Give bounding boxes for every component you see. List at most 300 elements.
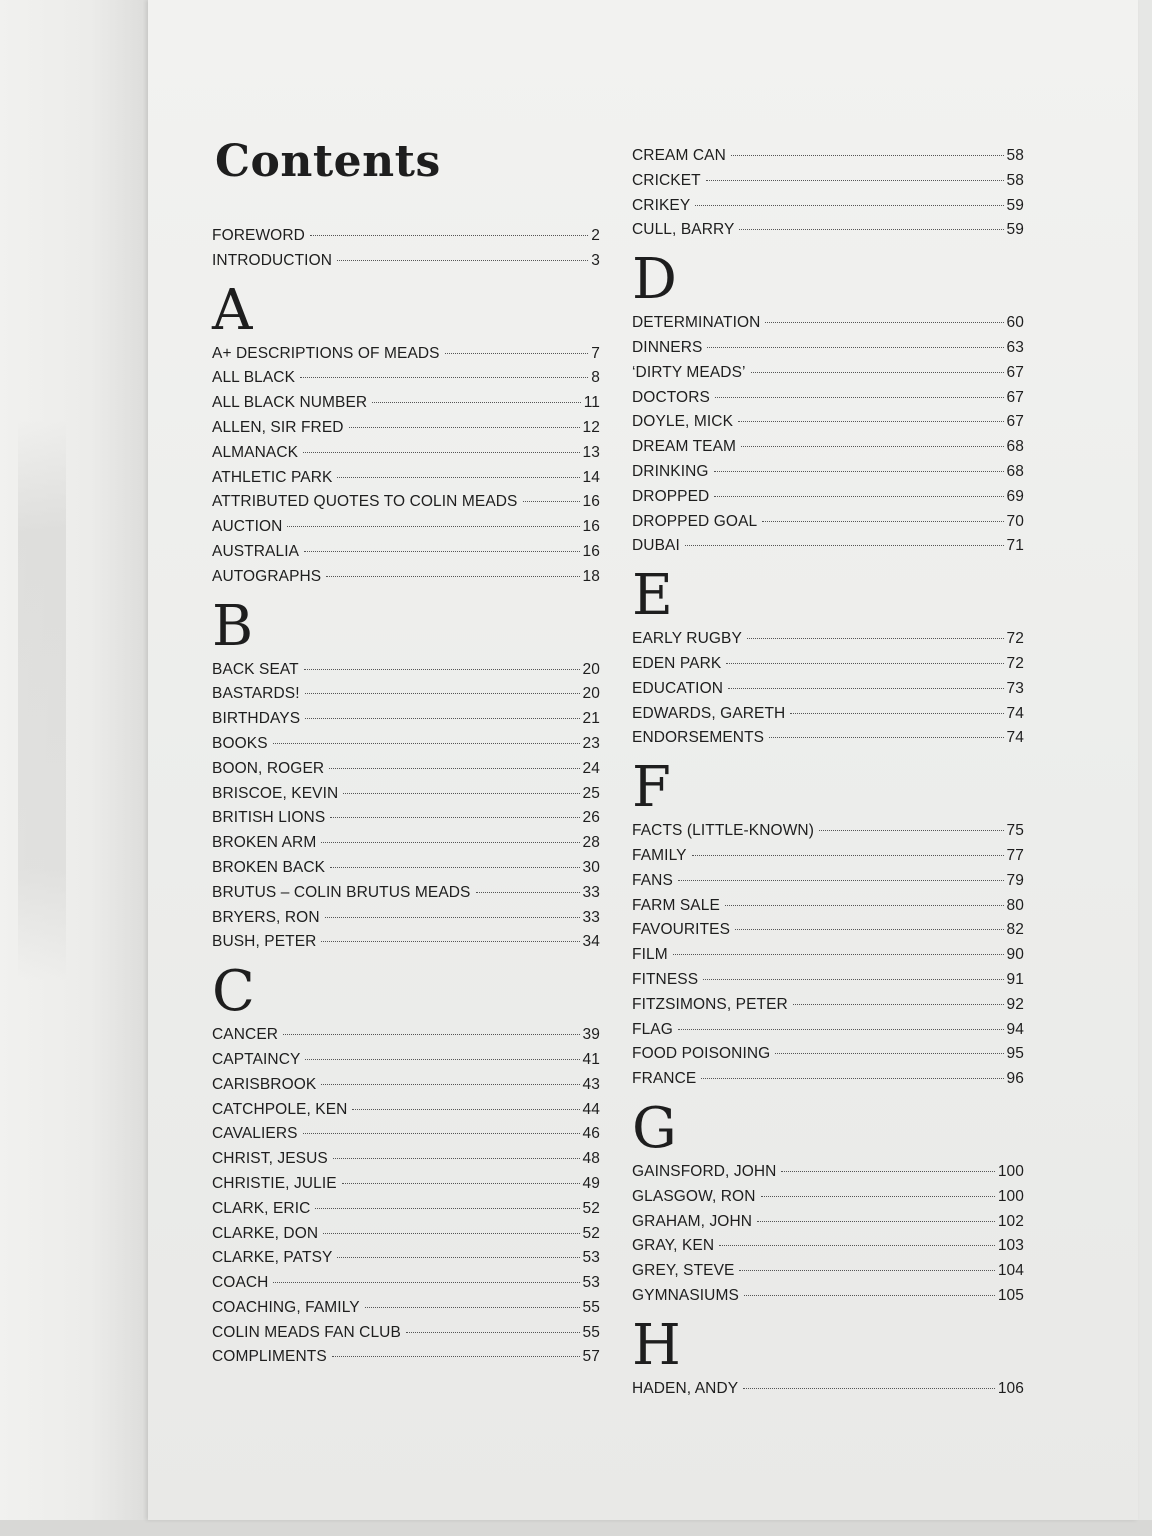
dot-leader <box>781 1171 994 1172</box>
section-letter-c: C <box>212 959 255 1025</box>
toc-entry-page-number: 106 <box>997 1379 1024 1397</box>
section-letter-f: F <box>632 755 671 821</box>
dot-leader <box>715 397 1004 398</box>
toc-entry-label: FAVOURITES <box>632 921 731 939</box>
dot-leader <box>342 1183 580 1184</box>
contents-column-left <box>212 227 600 1373</box>
toc-entry <box>632 1163 1024 1188</box>
dot-leader <box>349 427 580 428</box>
toc-entry-page-number: 52 <box>582 1199 600 1217</box>
toc-entry-page-number: 73 <box>1006 679 1024 697</box>
toc-entry-label: FLAG <box>632 1020 673 1038</box>
toc-entry <box>632 1380 1024 1405</box>
toc-entry <box>212 419 600 444</box>
section-letter-a: A <box>212 277 253 343</box>
toc-entry-page-number: 72 <box>1006 654 1024 672</box>
toc-entry <box>212 1299 600 1324</box>
toc-entry <box>632 1287 1024 1312</box>
toc-entry <box>212 884 600 909</box>
toc-entry-label: COACH <box>212 1274 269 1292</box>
toc-entry-page-number: 16 <box>582 518 600 536</box>
dot-leader <box>343 793 579 794</box>
dot-leader <box>326 576 579 577</box>
toc-entry <box>212 1175 600 1200</box>
toc-entry-page-number: 92 <box>1006 995 1024 1013</box>
toc-entry <box>632 897 1024 922</box>
toc-entry-page-number: 80 <box>1006 896 1024 914</box>
section-letter-d: D <box>632 247 677 313</box>
dot-leader <box>304 551 580 552</box>
toc-entry <box>632 1021 1024 1046</box>
toc-entry-page-number: 103 <box>997 1237 1024 1255</box>
toc-entry-label: ALMANACK <box>212 443 299 461</box>
toc-entry-page-number: 49 <box>582 1174 600 1192</box>
toc-entry <box>632 1045 1024 1070</box>
toc-entry-label: CAVALIERS <box>212 1125 298 1143</box>
toc-entry-label: ATTRIBUTED QUOTES TO COLIN MEADS <box>212 493 518 511</box>
toc-entry-label: DROPPED GOAL <box>632 512 758 530</box>
toc-entry <box>212 909 600 934</box>
toc-entry <box>632 364 1024 389</box>
toc-entry-label: CLARK, ERIC <box>212 1199 311 1217</box>
dot-leader <box>337 477 579 478</box>
toc-entry-page-number: 53 <box>582 1249 600 1267</box>
toc-entry <box>632 488 1024 513</box>
toc-entry <box>632 1188 1024 1213</box>
toc-entry-label: DREAM TEAM <box>632 438 737 456</box>
toc-entry <box>212 493 600 518</box>
toc-entry <box>632 921 1024 946</box>
toc-entry <box>212 568 600 593</box>
toc-entry <box>212 933 600 958</box>
dot-leader <box>330 817 579 818</box>
dot-leader <box>273 1282 579 1283</box>
toc-entry-label: FACTS (LITTLE-KNOWN) <box>632 822 814 840</box>
toc-entry-page-number: 34 <box>582 933 600 951</box>
dot-leader <box>739 1270 994 1271</box>
toc-entry <box>212 1076 600 1101</box>
toc-entry <box>212 1348 600 1373</box>
toc-entry <box>632 729 1024 754</box>
toc-entry-label: BOON, ROGER <box>212 759 325 777</box>
toc-entry-page-number: 77 <box>1006 846 1024 864</box>
toc-entry <box>632 537 1024 562</box>
toc-entry-label: EDUCATION <box>632 679 724 697</box>
dot-leader <box>406 1332 580 1333</box>
toc-entry-label: AUCTION <box>212 518 283 536</box>
toc-entry <box>212 661 600 686</box>
dot-leader <box>523 501 580 502</box>
toc-entry <box>212 1200 600 1225</box>
toc-entry-label: GLASGOW, RON <box>632 1187 756 1205</box>
toc-entry-page-number: 67 <box>1006 388 1024 406</box>
dot-leader <box>719 1245 995 1246</box>
toc-entry-page-number: 74 <box>1006 704 1024 722</box>
toc-entry-page-number: 67 <box>1006 413 1024 431</box>
toc-entry-page-number: 102 <box>997 1212 1024 1230</box>
toc-entry <box>212 1125 600 1150</box>
toc-entry-label: GYMNASIUMS <box>632 1286 739 1304</box>
toc-entry <box>212 735 600 760</box>
toc-entry <box>212 785 600 810</box>
dot-leader <box>333 1158 580 1159</box>
dot-leader <box>678 880 1004 881</box>
toc-entry <box>212 252 600 277</box>
toc-entry-label: BRUTUS – COLIN BRUTUS MEADS <box>212 883 471 901</box>
toc-entry <box>632 463 1024 488</box>
toc-entry-label: AUSTRALIA <box>212 542 300 560</box>
dot-leader <box>728 688 1004 689</box>
dot-leader <box>352 1109 579 1110</box>
dot-leader <box>283 1034 579 1035</box>
dot-leader <box>743 1388 995 1389</box>
toc-entry-page-number: 16 <box>582 542 600 560</box>
toc-entry-label: HADEN, ANDY <box>632 1379 739 1397</box>
dot-leader <box>332 1356 580 1357</box>
dot-leader <box>769 737 1003 738</box>
toc-entry <box>632 630 1024 655</box>
toc-entry <box>212 394 600 419</box>
dot-leader <box>305 1059 579 1060</box>
toc-entry-label: DRINKING <box>632 462 709 480</box>
dot-leader <box>741 446 1003 447</box>
toc-entry-page-number: 67 <box>1006 363 1024 381</box>
toc-entry-label: A+ DESCRIPTIONS OF MEADS <box>212 344 440 362</box>
dot-leader <box>726 663 1003 664</box>
toc-entry-label: FILM <box>632 946 668 964</box>
dot-leader <box>678 1029 1004 1030</box>
dot-leader <box>303 452 579 453</box>
toc-entry <box>212 1274 600 1299</box>
toc-entry <box>632 221 1024 246</box>
toc-entry <box>632 946 1024 971</box>
dot-leader <box>323 1233 579 1234</box>
toc-entry-page-number: 105 <box>997 1286 1024 1304</box>
dot-leader <box>337 1257 579 1258</box>
toc-entry <box>632 197 1024 222</box>
toc-entry-page-number: 33 <box>582 883 600 901</box>
dot-leader <box>300 377 588 378</box>
toc-entry-label: FITZSIMONS, PETER <box>632 995 788 1013</box>
toc-entry-label: BROKEN BACK <box>212 858 326 876</box>
toc-entry-label: CARISBROOK <box>212 1075 317 1093</box>
toc-entry-label: CATCHPOLE, KEN <box>212 1100 348 1118</box>
toc-entry-page-number: 69 <box>1006 487 1024 505</box>
toc-entry-page-number: 21 <box>582 710 600 728</box>
toc-entry-page-number: 60 <box>1006 314 1024 332</box>
toc-entry-label: DUBAI <box>632 537 680 555</box>
section-letter-b: B <box>212 593 254 659</box>
dot-leader <box>305 718 579 719</box>
toc-entry-label: CRIKEY <box>632 196 691 214</box>
dot-leader <box>685 545 1004 546</box>
toc-entry-label: FARM SALE <box>632 896 720 914</box>
toc-entry <box>632 513 1024 538</box>
toc-entry-page-number: 52 <box>582 1224 600 1242</box>
toc-entry <box>212 809 600 834</box>
dot-leader <box>673 954 1004 955</box>
toc-entry <box>632 438 1024 463</box>
toc-entry <box>212 1324 600 1349</box>
toc-entry-label: ALL BLACK NUMBER <box>212 394 368 412</box>
toc-entry-page-number: 58 <box>1006 171 1024 189</box>
toc-entry-page-number: 20 <box>582 685 600 703</box>
toc-entry-page-number: 100 <box>997 1162 1024 1180</box>
toc-entry-page-number: 39 <box>582 1026 600 1044</box>
dot-leader <box>707 347 1003 348</box>
toc-entry-page-number: 55 <box>582 1298 600 1316</box>
toc-entry-page-number: 33 <box>582 908 600 926</box>
toc-entry-label: GAINSFORD, JOHN <box>632 1162 777 1180</box>
toc-entry-page-number: 13 <box>582 443 600 461</box>
toc-entry-page-number: 2 <box>591 227 600 244</box>
dot-leader <box>739 229 1003 230</box>
toc-entry-page-number: 68 <box>1006 462 1024 480</box>
toc-entry-page-number: 12 <box>582 418 600 436</box>
toc-entry <box>632 822 1024 847</box>
toc-entry-page-number: 74 <box>1006 729 1024 747</box>
toc-entry-label: GRAHAM, JOHN <box>632 1212 753 1230</box>
toc-entry-page-number: 25 <box>582 784 600 802</box>
toc-entry-label: FANS <box>632 871 673 889</box>
toc-entry <box>212 710 600 735</box>
toc-entry <box>212 345 600 370</box>
toc-entry-label: CAPTAINCY <box>212 1050 301 1068</box>
toc-entry-label: COACHING, FAMILY <box>212 1298 360 1316</box>
toc-entry-page-number: 72 <box>1006 630 1024 648</box>
toc-entry-page-number: 79 <box>1006 871 1024 889</box>
toc-entry <box>212 1051 600 1076</box>
dot-leader <box>757 1221 995 1222</box>
page-title: Contents <box>215 136 441 187</box>
section-letter-g: G <box>632 1095 677 1161</box>
toc-entry-label: AUTOGRAPHS <box>212 567 322 585</box>
toc-entry-label: BASTARDS! <box>212 685 300 703</box>
contents-column-right <box>632 147 1024 1404</box>
toc-entry <box>212 469 600 494</box>
dot-leader <box>337 260 588 261</box>
dot-leader <box>761 1196 995 1197</box>
toc-entry <box>632 705 1024 730</box>
dot-leader <box>706 180 1004 181</box>
toc-entry-label: EARLY RUGBY <box>632 630 742 648</box>
toc-entry-page-number: 59 <box>1006 221 1024 239</box>
toc-entry-label: GRAY, KEN <box>632 1237 715 1255</box>
dot-leader <box>765 322 1003 323</box>
toc-entry-page-number: 100 <box>997 1187 1024 1205</box>
dot-leader <box>287 526 579 527</box>
toc-entry-page-number: 57 <box>582 1348 600 1366</box>
toc-entry-label: CHRISTIE, JULIE <box>212 1174 337 1192</box>
toc-entry-page-number: 26 <box>582 809 600 827</box>
toc-entry <box>212 1101 600 1126</box>
toc-entry <box>632 172 1024 197</box>
dot-leader <box>321 1084 579 1085</box>
toc-entry-page-number: 82 <box>1006 921 1024 939</box>
toc-entry-label: DOCTORS <box>632 388 710 406</box>
toc-entry-label: DROPPED <box>632 487 710 505</box>
toc-entry-label: FITNESS <box>632 970 699 988</box>
toc-entry <box>212 1249 600 1274</box>
dot-leader <box>273 743 580 744</box>
toc-entry-page-number: 20 <box>582 660 600 678</box>
toc-entry-label: BUSH, PETER <box>212 933 317 951</box>
toc-entry <box>212 760 600 785</box>
toc-entry-label: BRITISH LIONS <box>212 809 326 827</box>
toc-entry-page-number: 43 <box>582 1075 600 1093</box>
toc-entry <box>632 413 1024 438</box>
toc-entry-label: FOREWORD <box>212 227 305 244</box>
toc-entry <box>632 1237 1024 1262</box>
toc-entry <box>212 227 600 252</box>
toc-entry <box>212 518 600 543</box>
dot-leader <box>747 638 1004 639</box>
dot-leader <box>762 521 1003 522</box>
section-letter-h: H <box>632 1312 681 1378</box>
toc-entry-page-number: 23 <box>582 734 600 752</box>
dot-leader <box>819 830 1004 831</box>
dot-leader <box>714 496 1003 497</box>
toc-entry <box>632 1070 1024 1095</box>
toc-entry-label: CLARKE, DON <box>212 1224 319 1242</box>
toc-entry <box>212 859 600 884</box>
toc-entry <box>632 655 1024 680</box>
dot-leader <box>315 1208 579 1209</box>
toc-entry-page-number: 14 <box>582 468 600 486</box>
toc-entry-label: CREAM CAN <box>632 147 726 164</box>
dot-leader <box>775 1053 1003 1054</box>
toc-entry <box>632 872 1024 897</box>
toc-entry-label: BROKEN ARM <box>212 834 317 852</box>
toc-entry <box>632 971 1024 996</box>
table-surface <box>0 1520 1152 1536</box>
toc-entry-page-number: 55 <box>582 1323 600 1341</box>
toc-entry-page-number: 96 <box>1006 1070 1024 1088</box>
toc-entry-label: GREY, STEVE <box>632 1262 735 1280</box>
toc-entry-page-number: 7 <box>591 344 600 362</box>
toc-entry-label: ATHLETIC PARK <box>212 468 333 486</box>
dot-leader <box>476 892 580 893</box>
toc-entry-page-number: 68 <box>1006 438 1024 456</box>
dot-leader <box>305 693 580 694</box>
toc-entry <box>212 834 600 859</box>
toc-entry-label: BOOKS <box>212 734 268 752</box>
toc-entry-page-number: 41 <box>582 1050 600 1068</box>
toc-entry-page-number: 95 <box>1006 1045 1024 1063</box>
toc-entry-page-number: 91 <box>1006 970 1024 988</box>
toc-entry-page-number: 16 <box>582 493 600 511</box>
section-letter-e: E <box>632 563 673 629</box>
toc-entry-page-number: 18 <box>582 567 600 585</box>
toc-entry-label: ENDORSEMENTS <box>632 729 765 747</box>
toc-entry <box>212 685 600 710</box>
toc-entry-label: BRYERS, RON <box>212 908 320 926</box>
toc-entry <box>632 847 1024 872</box>
toc-entry-page-number: 28 <box>582 834 600 852</box>
toc-entry <box>632 1262 1024 1287</box>
toc-entry <box>632 339 1024 364</box>
toc-entry-page-number: 24 <box>582 759 600 777</box>
toc-entry-label: COMPLIMENTS <box>212 1348 327 1366</box>
dot-leader <box>325 917 580 918</box>
toc-entry-label: FRANCE <box>632 1070 697 1088</box>
toc-entry-page-number: 3 <box>591 251 600 269</box>
dot-leader <box>701 1078 1003 1079</box>
dot-leader <box>692 855 1004 856</box>
toc-entry-page-number: 75 <box>1006 822 1024 840</box>
toc-entry-label: CANCER <box>212 1026 279 1044</box>
toc-entry-label: CLARKE, PATSY <box>212 1249 333 1267</box>
toc-entry <box>632 389 1024 414</box>
dot-leader <box>445 353 589 354</box>
toc-entry <box>212 1150 600 1175</box>
toc-entry-page-number: 8 <box>591 369 600 387</box>
toc-entry-label: EDWARDS, GARETH <box>632 704 786 722</box>
toc-entry-page-number: 48 <box>582 1150 600 1168</box>
toc-entry-page-number: 70 <box>1006 512 1024 530</box>
dot-leader <box>321 941 579 942</box>
dot-leader <box>790 713 1003 714</box>
toc-entry <box>212 543 600 568</box>
dot-leader <box>751 372 1004 373</box>
toc-entry-page-number: 11 <box>583 394 600 412</box>
toc-entry <box>632 996 1024 1021</box>
toc-entry-label: DINNERS <box>632 338 703 356</box>
dot-leader <box>731 155 1004 156</box>
dot-leader <box>703 979 1003 980</box>
dot-leader <box>304 669 580 670</box>
toc-entry <box>632 1213 1024 1238</box>
toc-entry <box>632 147 1024 172</box>
toc-entry <box>212 444 600 469</box>
dot-leader <box>744 1295 995 1296</box>
adjacent-page-bleed <box>18 420 66 980</box>
toc-entry-label: CRICKET <box>632 171 701 189</box>
dot-leader <box>321 842 579 843</box>
toc-entry-label: CHRIST, JESUS <box>212 1150 328 1168</box>
toc-entry-page-number: 104 <box>997 1262 1024 1280</box>
toc-entry-label: INTRODUCTION <box>212 251 333 269</box>
dot-leader <box>738 421 1004 422</box>
dot-leader <box>725 905 1004 906</box>
dot-leader <box>735 929 1004 930</box>
dot-leader <box>330 867 579 868</box>
toc-entry-label: CULL, BARRY <box>632 221 735 239</box>
toc-entry-label: ‘DIRTY MEADS’ <box>632 363 746 381</box>
toc-entry-page-number: 90 <box>1006 946 1024 964</box>
toc-entry <box>632 314 1024 339</box>
toc-entry-label: EDEN PARK <box>632 654 722 672</box>
dot-leader <box>695 205 1003 206</box>
toc-entry <box>212 1026 600 1051</box>
toc-entry-page-number: 58 <box>1006 147 1024 164</box>
toc-entry-label: COLIN MEADS FAN CLUB <box>212 1323 401 1341</box>
toc-entry-label: DETERMINATION <box>632 314 761 332</box>
toc-entry <box>632 680 1024 705</box>
dot-leader <box>793 1004 1004 1005</box>
toc-entry <box>212 369 600 394</box>
dot-leader <box>303 1133 580 1134</box>
toc-entry-page-number: 59 <box>1006 196 1024 214</box>
toc-entry-label: FOOD POISONING <box>632 1045 771 1063</box>
dot-leader <box>372 402 580 403</box>
toc-entry-label: BACK SEAT <box>212 660 299 678</box>
toc-entry-page-number: 53 <box>582 1274 600 1292</box>
toc-entry-page-number: 71 <box>1006 537 1024 555</box>
toc-entry-page-number: 30 <box>582 858 600 876</box>
toc-entry-label: ALL BLACK <box>212 369 296 387</box>
toc-entry-label: DOYLE, MICK <box>632 413 734 431</box>
